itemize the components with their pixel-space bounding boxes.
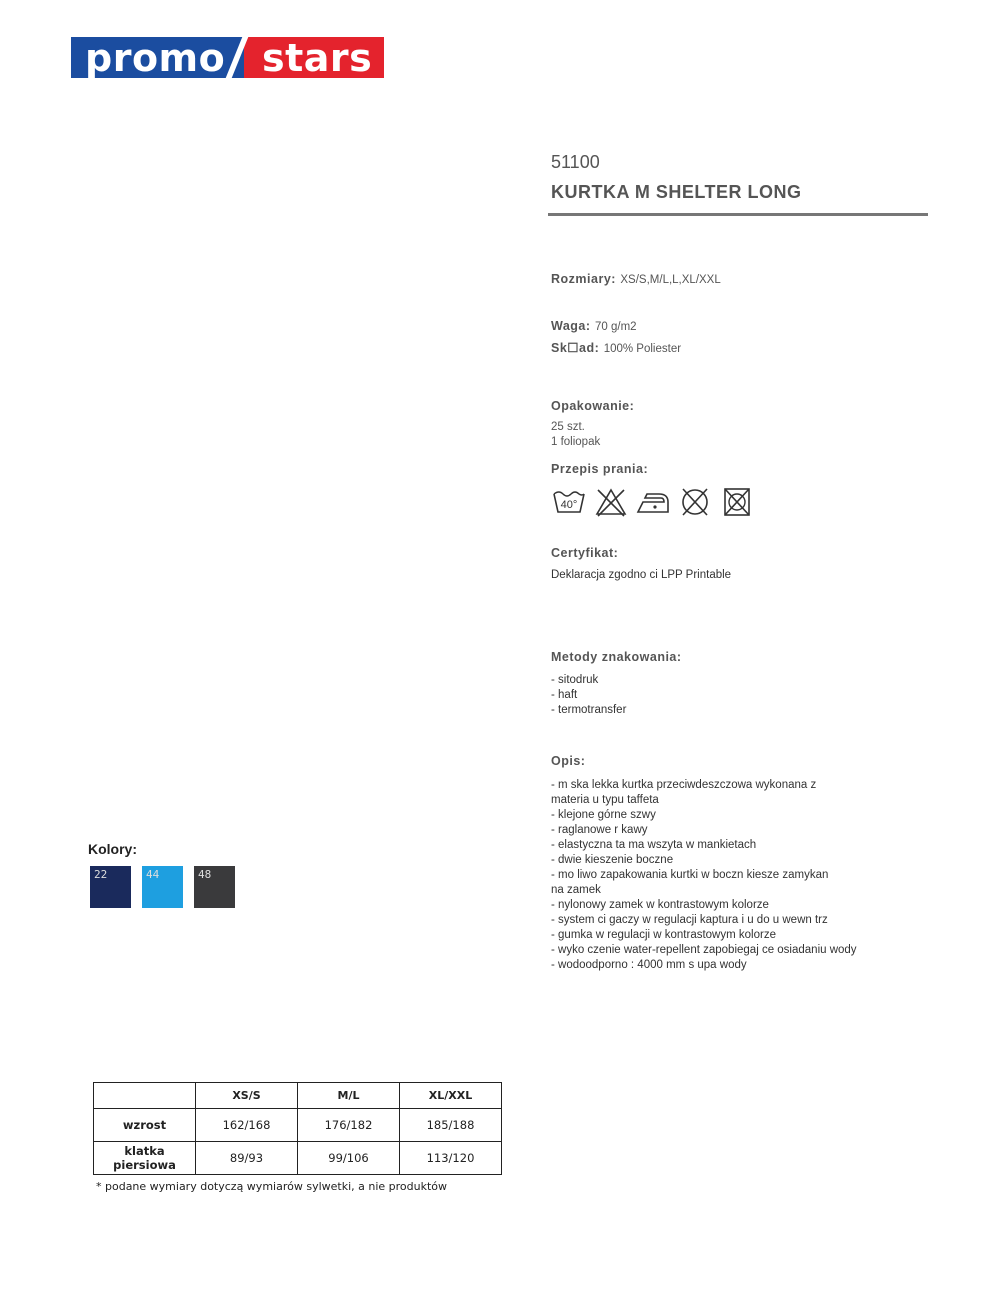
sizes-row — [551, 270, 931, 288]
header-cell: XS/S — [196, 1083, 298, 1109]
care-label: Przepis prania: — [551, 462, 649, 476]
description-line: - raglanowe r kawy — [551, 824, 648, 836]
description-line: - klejone górne szwy — [551, 809, 656, 821]
marking-item: - termotransfer — [551, 704, 627, 716]
table-cell: 176/182 — [298, 1109, 400, 1142]
description-line: na zamek — [551, 884, 601, 896]
product-code: 51100 — [551, 152, 600, 172]
row-label: klatka piersiowa — [94, 1142, 196, 1175]
swatch-code: 22 — [94, 868, 108, 881]
header-cell: XL/XXL — [400, 1083, 502, 1109]
size-table-header — [94, 1083, 502, 1109]
description-line: - wodoodporno : 4000 mm s upa wody — [551, 959, 747, 971]
header-cell — [94, 1083, 196, 1109]
table-cell: 162/168 — [196, 1109, 298, 1142]
no-bleach-icon — [593, 486, 629, 518]
packaging-line-2: 1 foliopak — [551, 436, 601, 448]
sizes-value: XS/S,M/L,L,XL/XXL — [620, 274, 721, 286]
weight-value: 70 g/m2 — [595, 321, 637, 333]
table-cell: 113/120 — [400, 1142, 502, 1175]
title-divider — [548, 213, 928, 216]
color-swatches — [90, 866, 235, 908]
no-dry-clean-icon — [677, 486, 713, 518]
weight-label: Waga: — [551, 319, 591, 333]
care-icons — [551, 486, 755, 518]
description-line: - mo liwo zapakowania kurtki w boczn kiesze zamykan — [551, 869, 829, 881]
color-swatch-22[interactable] — [90, 866, 131, 908]
weight-row — [551, 317, 931, 335]
swatch-code: 48 — [198, 868, 212, 881]
description-line: - m ska lekka kurtka przeciwdeszczowa wykonana z — [551, 779, 817, 791]
description-line: - gumka w regulacji w kontrastowym kolorze — [551, 929, 776, 941]
table-cell: 185/188 — [400, 1109, 502, 1142]
size-table — [93, 1082, 502, 1175]
header-cell: M/L — [298, 1083, 400, 1109]
description-body — [551, 778, 911, 973]
size-table-note: * podane wymiary dotyczą wymiarów sylwetki, a nie produktów — [96, 1180, 448, 1193]
certificate-value: Deklaracja zgodno ci LPP Printable — [551, 569, 732, 581]
product-title: KURTKA M SHELTER LONG — [551, 182, 802, 202]
marking-list — [551, 673, 626, 718]
color-swatch-44[interactable] — [142, 866, 183, 908]
table-cell: 99/106 — [298, 1142, 400, 1175]
packaging-line-1: 25 szt. — [551, 421, 585, 433]
marking-item: - sitodruk — [551, 674, 599, 686]
description-line: materia u typu taffeta — [551, 794, 659, 806]
description-line: - nylonowy zamek w kontrastowym kolorze — [551, 899, 769, 911]
table-row — [94, 1109, 502, 1142]
description-label: Opis: — [551, 754, 586, 768]
iron-low-icon — [635, 486, 671, 518]
description-line: - dwie kieszenie boczne — [551, 854, 674, 866]
composition-label: Sk☐ad: — [551, 341, 600, 355]
marking-label: Metody znakowania: — [551, 650, 682, 664]
swatch-code: 44 — [146, 868, 160, 881]
sizes-label: Rozmiary: — [551, 272, 616, 286]
wash-40-icon — [551, 486, 587, 518]
table-cell: 89/93 — [196, 1142, 298, 1175]
wash-temp: 40° — [560, 499, 578, 511]
table-row — [94, 1142, 502, 1175]
row-label: wzrost — [94, 1109, 196, 1142]
packaging-label: Opakowanie: — [551, 399, 635, 413]
marking-item: - haft — [551, 689, 578, 701]
no-tumble-dry-icon — [719, 486, 755, 518]
composition-row — [551, 339, 931, 357]
color-swatch-48[interactable] — [194, 866, 235, 908]
logo-left: promo — [71, 37, 244, 78]
colors-label: Kolory: — [88, 841, 137, 857]
description-line: - wyko czenie water-repellent zapobiegaj ce osiadaniu wody — [551, 944, 857, 956]
description-line: - system ci gaczy w regulacji kaptura i u do u wewn trz — [551, 914, 828, 926]
logo-right: stars — [244, 37, 384, 78]
promostars-logo — [71, 37, 384, 78]
description-line: - elastyczna ta ma wszyta w mankietach — [551, 839, 757, 851]
composition-value: 100% Poliester — [603, 343, 682, 355]
certificate-label: Certyfikat: — [551, 546, 619, 560]
